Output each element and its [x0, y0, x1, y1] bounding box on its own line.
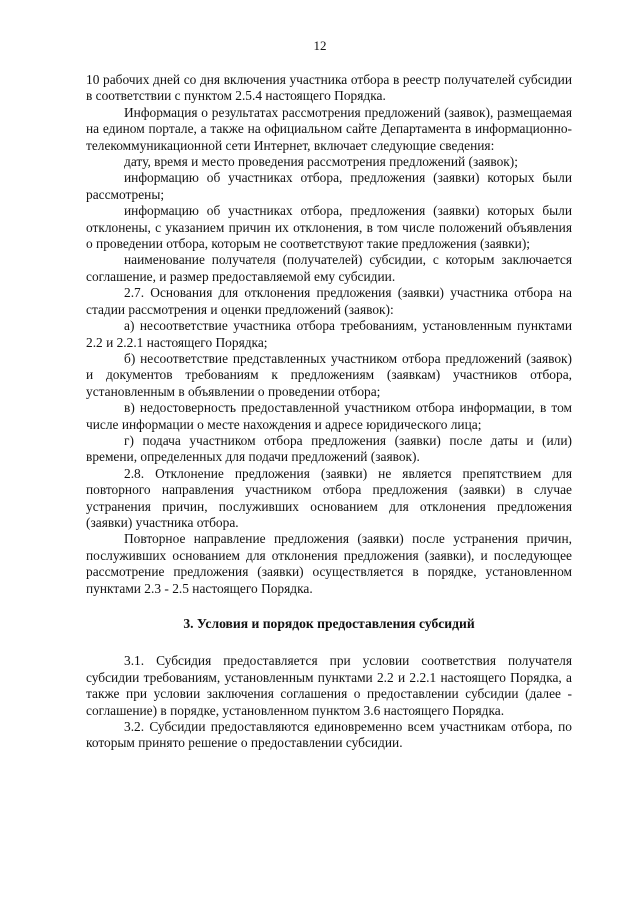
list-item-2-7-g: г) подача участником отбора предложения (заявки) после даты и (или) времени, определенных для подачи предложений (заявок).: [86, 432, 572, 465]
list-item-date-time-place: дату, время и место проведения рассмотрения предложений (заявок);: [124, 154, 518, 170]
list-item-recipient-name: наименование получателя (получателей) субсидии, с которым заключается соглашение, и размер предоставляемой ему субсидии.: [86, 252, 572, 284]
paragraph-3-1: 3.1. Субсидия предоставляется при условии соответствия получателя субсидии требованиям, установленным пунктами 2.2 и 2.2.1 настоящего Порядка, а также при условии заключения соглашения о предоставлении субсидии (далее - соглашение) в порядке, установленном пунктом 3.6 настоящего Порядка.: [86, 653, 572, 718]
paragraph-2-8: 2.8. Отклонение предложения (заявки) не является препятствием для повторного направления участником отбора предложения (заявки) в случае устранения причин, послуживших основанием для отклонения предложения (заявки) участника отбора.: [86, 465, 572, 530]
section-heading: 3. Условия и порядок предоставления субсидий: [183, 616, 475, 631]
paragraph-2-7: 2.7. Основания для отклонения предложения (заявки) участника отбора на стадии рассмотрения и оценки предложений (заявок):: [86, 285, 572, 317]
list-item-rejected-participants: информацию об участниках отбора, предложения (заявки) которых были отклонены, с указанием причин их отклонения, в том числе положений объявления о проведении отбора, которым не соответствуют такие предложения (заявки);: [86, 203, 572, 252]
list-item-2-7-b: б) несоответствие представленных участником отбора предложений (заявок) и документов требованиям к предложениям (заявкам) участников отбора, установленным в объявлении о проведении отбора;: [86, 350, 572, 399]
list-item-2-7-v: в) недостоверность предоставленной участником отбора информации, в том числе информации о месте нахождения и адресе юридического лица;: [86, 400, 572, 432]
list-item-2-7-a: а) несоответствие участника отбора требованиям, установленным пунктами 2.2 и 2.2.1 настоящего Порядка;: [86, 318, 572, 350]
paragraph-3-2: 3.2. Субсидии предоставляются единовременно всем участникам отбора, по которым принято решение о предоставлении субсидии.: [86, 719, 572, 751]
paragraph-continuation: 10 рабочих дней со дня включения участника отбора в реестр получателей субсидии в соответствии с пунктом 2.5.4 настоящего Порядка.: [86, 72, 572, 104]
page-number: 12: [313, 38, 327, 53]
paragraph-resubmission: Повторное направление предложения (заявки) после устранения причин, послуживших основанием для отклонения предложения (заявки), и последующее рассмотрение предложения (заявки) осуществляется в порядке, установленном пунктами 2.3 - 2.5 настоящего Порядка.: [86, 531, 572, 596]
list-item-considered-participants: информацию об участниках отбора, предложения (заявки) которых были рассмотрены;: [86, 170, 572, 202]
document-body: [86, 72, 572, 752]
paragraph-results-info: Информация о результатах рассмотрения предложений (заявок), размещаемая на едином портале, а также на официальном сайте Департамента в информационно-телекоммуникационной сети Интернет, включает следующие сведения:: [86, 104, 572, 153]
